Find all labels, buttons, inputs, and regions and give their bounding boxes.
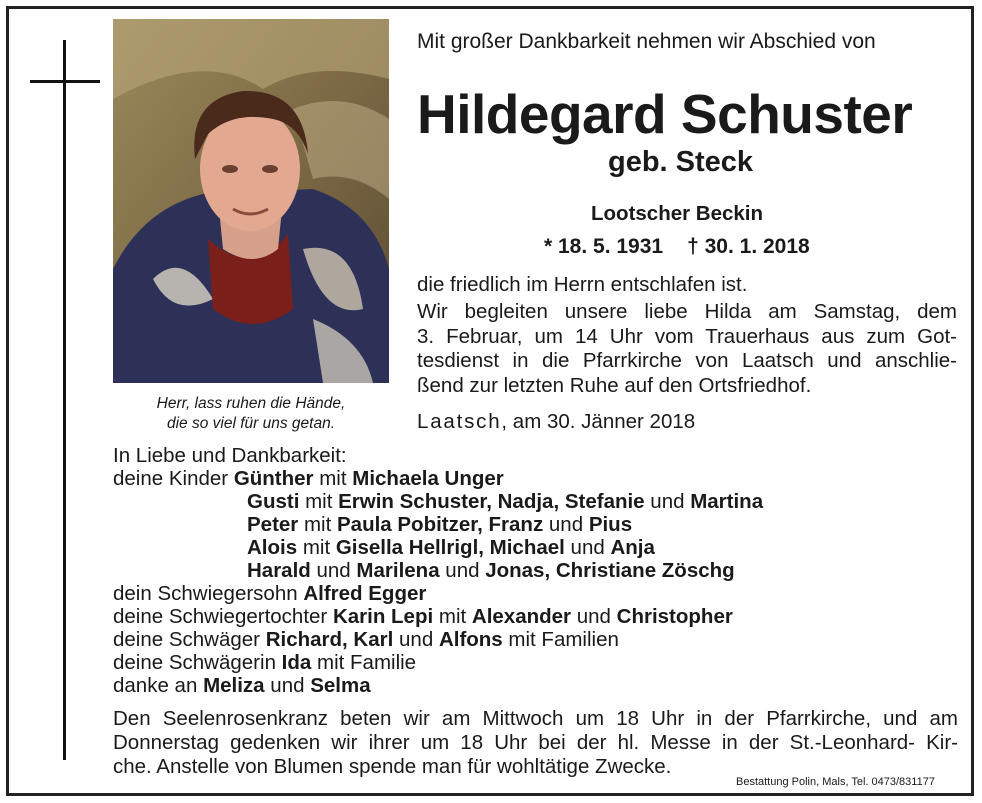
family-text: mit — [433, 605, 472, 628]
family-line — [247, 513, 632, 537]
closing-line: Den Seelenrosenkranz beten wir am Mittwoch um 18 Uhr in der Pfarrkirche, und am — [113, 707, 958, 730]
intro-text: Mit großer Dankbarkeit nehmen wir Abschied von — [417, 30, 876, 53]
family-text: deine Kinder — [113, 467, 234, 490]
family-name: Jonas, Christiane Zöschg — [485, 559, 735, 582]
family-line — [247, 536, 655, 560]
family-text: mit — [298, 513, 337, 536]
family-text: deine Schwiegertochter — [113, 605, 333, 628]
family-name: Gisella Hellrigl, Michael — [335, 536, 565, 559]
family-line — [247, 559, 735, 583]
family-text: und — [264, 674, 311, 697]
family-name: Erwin Schuster, Nadja, Stefanie — [338, 490, 645, 513]
family-text: und — [564, 536, 611, 559]
closing-line: che. Anstelle von Blumen spende man für wohltätige Zwecke. — [113, 755, 672, 778]
caption-line: die so viel für uns getan. — [166, 415, 336, 432]
caption-line: Herr, lass ruhen die Hände, — [156, 395, 346, 412]
family-text: dein Schwiegersohn — [113, 582, 304, 605]
family-heading: In Liebe und Dankbarkeit: — [113, 444, 347, 467]
family-text: und — [393, 628, 439, 651]
family-text: mit Familie — [311, 651, 417, 674]
service-line: Wir begleiten unsere liebe Hilda am Samstag, dem — [417, 300, 957, 323]
portrait-photo — [113, 19, 389, 383]
family-text: deine Schwägerin — [113, 651, 282, 674]
photo-caption — [113, 394, 389, 434]
family-line — [113, 467, 504, 491]
family-name: Alfons — [438, 628, 503, 651]
service-line: tesdienst in die Pfarrkirche von Laatsch und anschlie- — [417, 349, 957, 372]
family-name: Marilena — [356, 559, 440, 582]
birth-date: * 18. 5. 1931 — [544, 235, 664, 258]
death-date: † 30. 1. 2018 — [687, 235, 810, 258]
service-line: 3. Februar, um 14 Uhr vom Trauerhaus aus zum Got- — [417, 324, 957, 348]
family-name: Pius — [588, 513, 633, 536]
family-name: Michaela Unger — [352, 467, 504, 490]
family-name: Selma — [310, 674, 371, 697]
cross-icon-bar — [30, 80, 100, 83]
family-text: deine Schwäger — [113, 628, 266, 651]
peaceful-text: die friedlich im Herrn entschlafen ist. — [417, 273, 748, 296]
family-name: Paula Pobitzer, Franz — [337, 513, 544, 536]
family-name: Karin Lepi — [332, 605, 434, 628]
nickname: Lootscher Beckin — [591, 202, 764, 225]
funeral-home-credit: Bestattung Polin, Mals, Tel. 0473/831177 — [736, 776, 935, 788]
family-name: Richard, Karl — [265, 628, 394, 651]
family-text: danke an — [113, 674, 204, 697]
family-name: Christopher — [616, 605, 733, 628]
closing-line: Donnerstag gedenken wir ihrer um 18 Uhr bei der hl. Messe in der St.-Leonhard- Kir- — [113, 731, 958, 754]
family-name: Meliza — [203, 674, 265, 697]
town: Laatsch — [417, 410, 502, 433]
place-date — [417, 410, 695, 434]
family-text: und — [310, 559, 357, 582]
family-line — [113, 582, 426, 606]
family-name: Alois — [247, 536, 298, 559]
service-line: ßend zur letzten Ruhe auf den Ortsfriedhof. — [417, 373, 812, 397]
family-name: Martina — [690, 490, 764, 513]
family-line — [113, 651, 416, 675]
closing-paragraph — [113, 707, 958, 779]
family-name: Harald — [247, 559, 311, 582]
family-name: Anja — [610, 536, 655, 559]
family-line — [247, 490, 763, 514]
maiden-name: geb. Steck — [608, 146, 754, 178]
family-text: und — [439, 559, 486, 582]
family-text: mit — [299, 490, 339, 513]
family-line — [113, 674, 371, 698]
family-text: mit — [313, 467, 353, 490]
family-line — [113, 628, 619, 652]
family-text: mit — [297, 536, 336, 559]
family-text: mit Familien — [502, 628, 619, 651]
family-name: Günther — [233, 467, 314, 490]
family-name: Alexander — [471, 605, 572, 628]
family-name: Gusti — [247, 490, 300, 513]
cross-icon — [63, 40, 66, 760]
family-name: Ida — [281, 651, 312, 674]
deceased-name: Hildegard Schuster — [417, 83, 913, 145]
date: , am 30. Jänner 2018 — [501, 410, 696, 433]
family-text: und — [543, 513, 589, 536]
family-name: Peter — [247, 513, 299, 536]
family-line — [113, 605, 733, 629]
service-paragraph — [417, 300, 957, 398]
family-name: Alfred Egger — [303, 582, 427, 605]
family-text: und — [644, 490, 691, 513]
family-text: und — [571, 605, 617, 628]
life-dates — [544, 235, 810, 259]
